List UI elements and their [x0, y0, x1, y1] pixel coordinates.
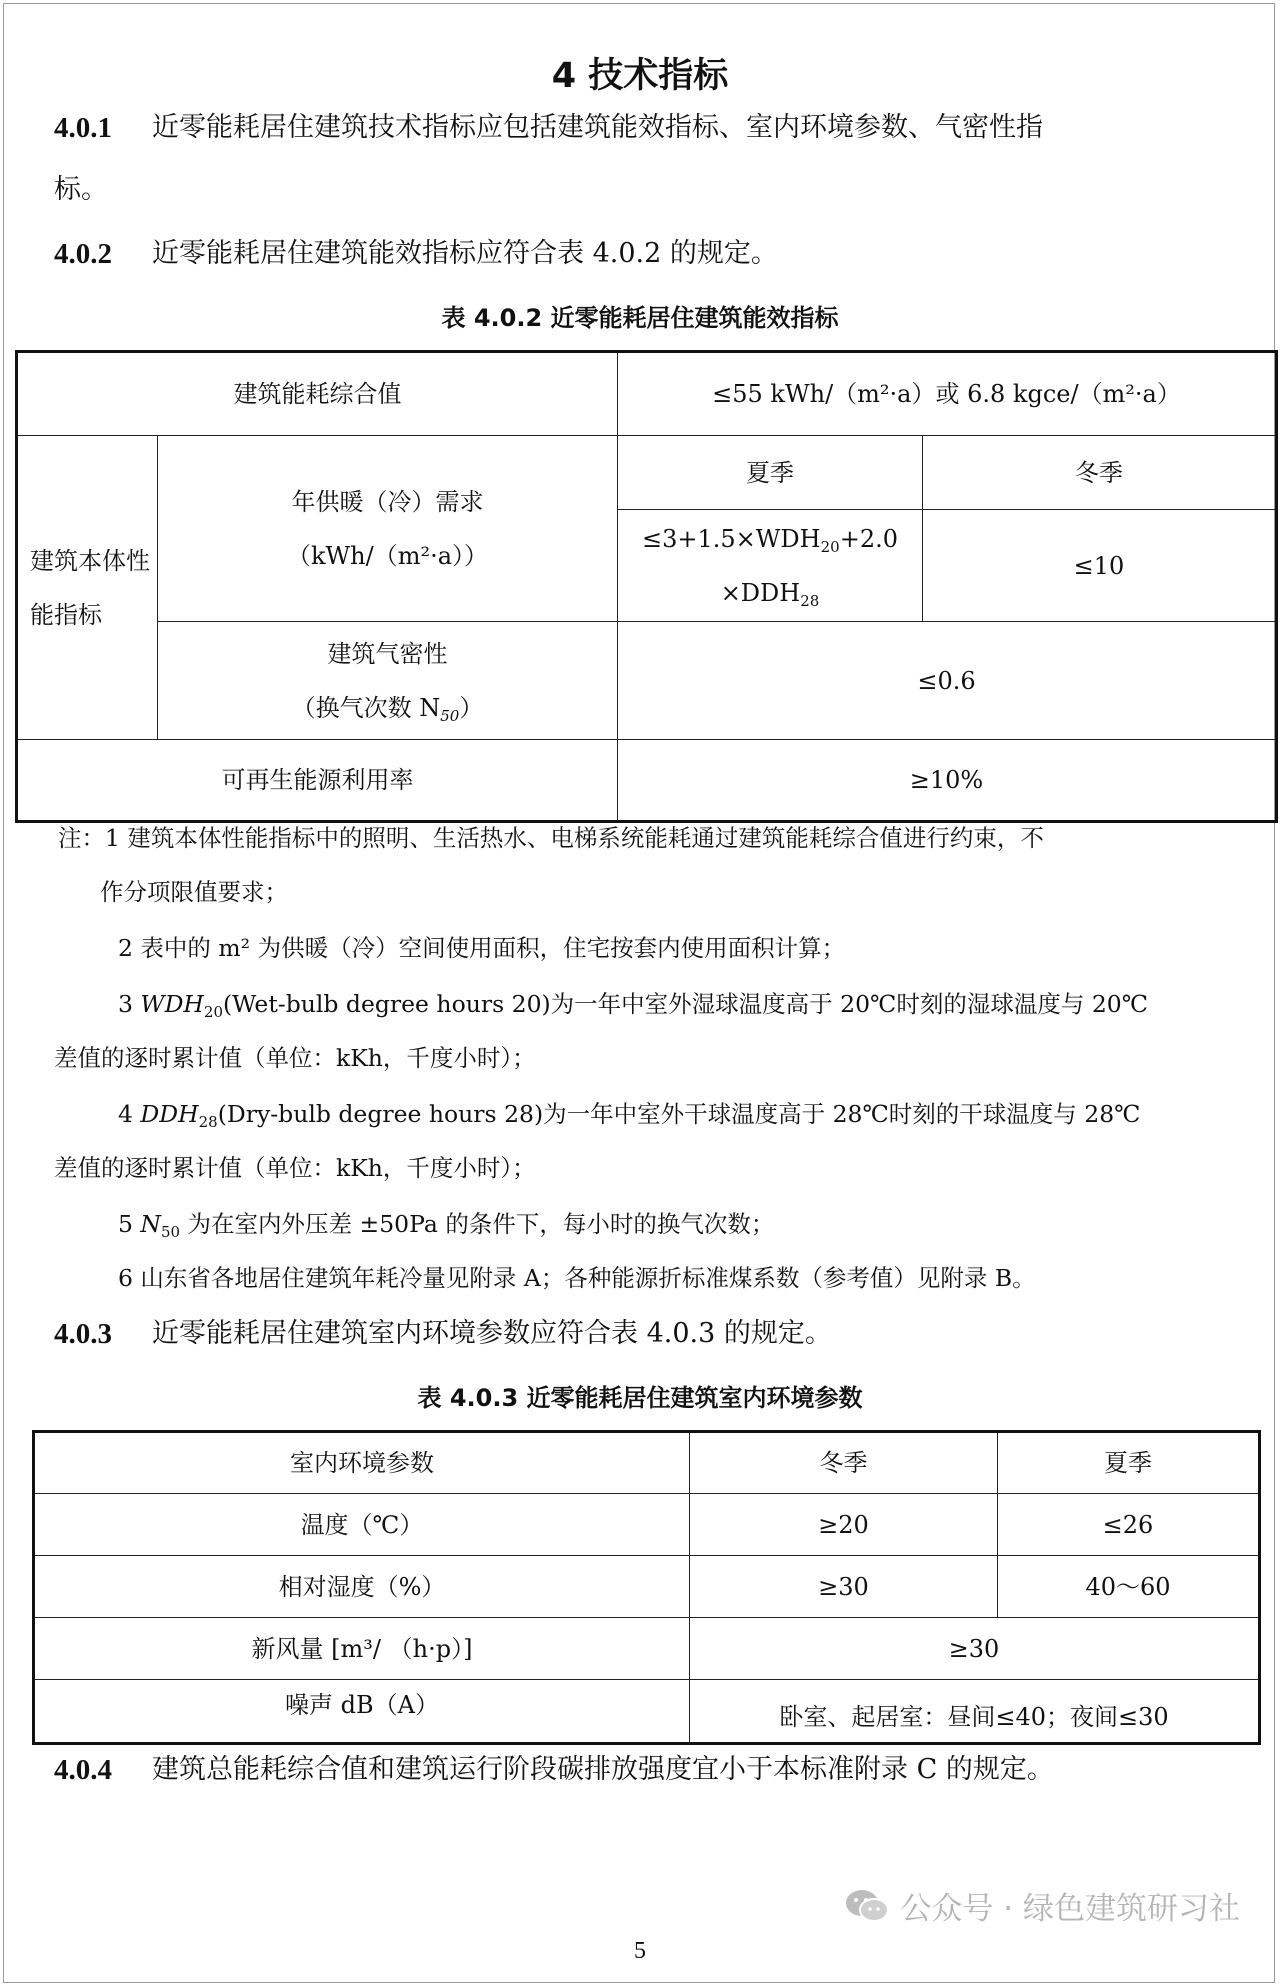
env-header-summer: 夏季: [998, 1432, 1260, 1494]
airtightness-value: ≤0.6: [618, 622, 1277, 740]
clause-number-402: 4.0.2: [54, 238, 112, 270]
humidity-winter: ≥30: [690, 1556, 998, 1618]
note-1-line1: 注：1 建筑本体性能指标中的照明、生活热水、电梯系统能耗通过建筑能耗综合值进行约束，不: [58, 824, 1044, 852]
temperature-summer: ≤26: [998, 1494, 1260, 1556]
page-number: 5: [634, 1938, 646, 1964]
note-3-line2: 差值的逐时累计值（单位：kKh，千度小时）；: [54, 1044, 536, 1072]
watermark-text: 公众号 · 绿色建筑研习社: [900, 1891, 1240, 1927]
note-3-line1: 3 $WDH_{20}(Wet$-bulb degree hours 20)为一年中室外湿球温度高于 20℃时刻的湿球温度与 20℃: [118, 990, 1149, 1021]
note-1-line2: 作分项限值要求；: [100, 878, 288, 906]
chapter-title: 4 技术指标: [551, 56, 729, 96]
note-6: 6 山东省各地居住建筑年耗冷量见附录 A；各种能源折标准煤系数（参考值）见附录 B。: [118, 1264, 1036, 1292]
winter-header: 冬季: [923, 436, 1277, 510]
summer-header: 夏季: [618, 436, 923, 510]
clause-text-402: 近零能耗居住建筑能效指标应符合表 4.0.2 的规定。: [152, 238, 778, 269]
note-2: 2 表中的 m² 为供暖（冷）空间使用面积，住宅按套内使用面积计算；: [118, 934, 846, 962]
clause-text-404: 建筑总能耗综合值和建筑运行阶段碳排放强度宜小于本标准附录 C 的规定。: [152, 1754, 1054, 1785]
table-403: [32, 1430, 1261, 1745]
summer-heating-value: $\le 3+1.5\times WDH_{20}+2.0$ $\times DDH_{28}$: [618, 510, 923, 622]
winter-heating-value: ≤10: [923, 510, 1277, 622]
body-performance-group-label: 建筑本体性能指标: [17, 436, 158, 740]
env-header-param: 室内环境参数: [34, 1432, 690, 1494]
fresh-air-value: ≥30: [690, 1618, 1260, 1680]
airtightness-label: 建筑气密性 （换气次数 $N_{50}$）: [158, 622, 618, 740]
table-403-caption: 表 4.0.3 近零能耗居住建筑室内环境参数: [417, 1384, 863, 1412]
env-header-winter: 冬季: [690, 1432, 998, 1494]
noise-value: 卧室、起居室：昼间≤40；夜间≤30: [690, 1680, 1260, 1744]
table-402-caption: 表 4.0.2 近零能耗居住建筑能效指标: [441, 304, 839, 332]
clause-number-401: 4.0.1: [54, 112, 112, 144]
energy-composite-value: ≤55 kWh/（m²·a）或 6.8 kgce/（m²·a）: [618, 352, 1277, 436]
fresh-air-label: 新风量 [m³/ （h·p）]: [34, 1618, 690, 1680]
temperature-winter: ≥20: [690, 1494, 998, 1556]
renewable-label: 可再生能源利用率: [17, 740, 618, 822]
humidity-label: 相对湿度（%）: [34, 1556, 690, 1618]
note-4-line1: 4 $DDH_{28}(Dry$-bulb degree hours 28)为一年中室外干球温度高于 28℃时刻的干球温度与 28℃: [118, 1100, 1141, 1131]
clause-text-403: 近零能耗居住建筑室内环境参数应符合表 4.0.3 的规定。: [152, 1318, 832, 1349]
energy-composite-label: 建筑能耗综合值: [17, 352, 618, 436]
wechat-icon: [844, 1887, 890, 1925]
table-402: [15, 350, 1278, 823]
note-5: 5 $N_{50}$ 为在室内外压差 ±50Pa 的条件下，每小时的换气次数；: [118, 1210, 775, 1241]
clause-text-401-line1: 近零能耗居住建筑技术指标应包括建筑能效指标、室内环境参数、气密性指: [152, 112, 1043, 143]
clause-text-401-line2: 标。: [54, 174, 108, 205]
clause-number-403: 4.0.3: [54, 1318, 112, 1350]
temperature-label: 温度（℃）: [34, 1494, 690, 1556]
note-4-line2: 差值的逐时累计值（单位：kKh，千度小时）；: [54, 1154, 536, 1182]
noise-label: 噪声 dB（A）: [34, 1680, 690, 1744]
watermark: [844, 1883, 1240, 1928]
heating-demand-label: 年供暖（冷）需求 （kWh/（m²·a））: [158, 436, 618, 622]
humidity-summer: 40～60: [998, 1556, 1260, 1618]
renewable-value: ≥10%: [618, 740, 1277, 822]
clause-number-404: 4.0.4: [54, 1754, 112, 1786]
